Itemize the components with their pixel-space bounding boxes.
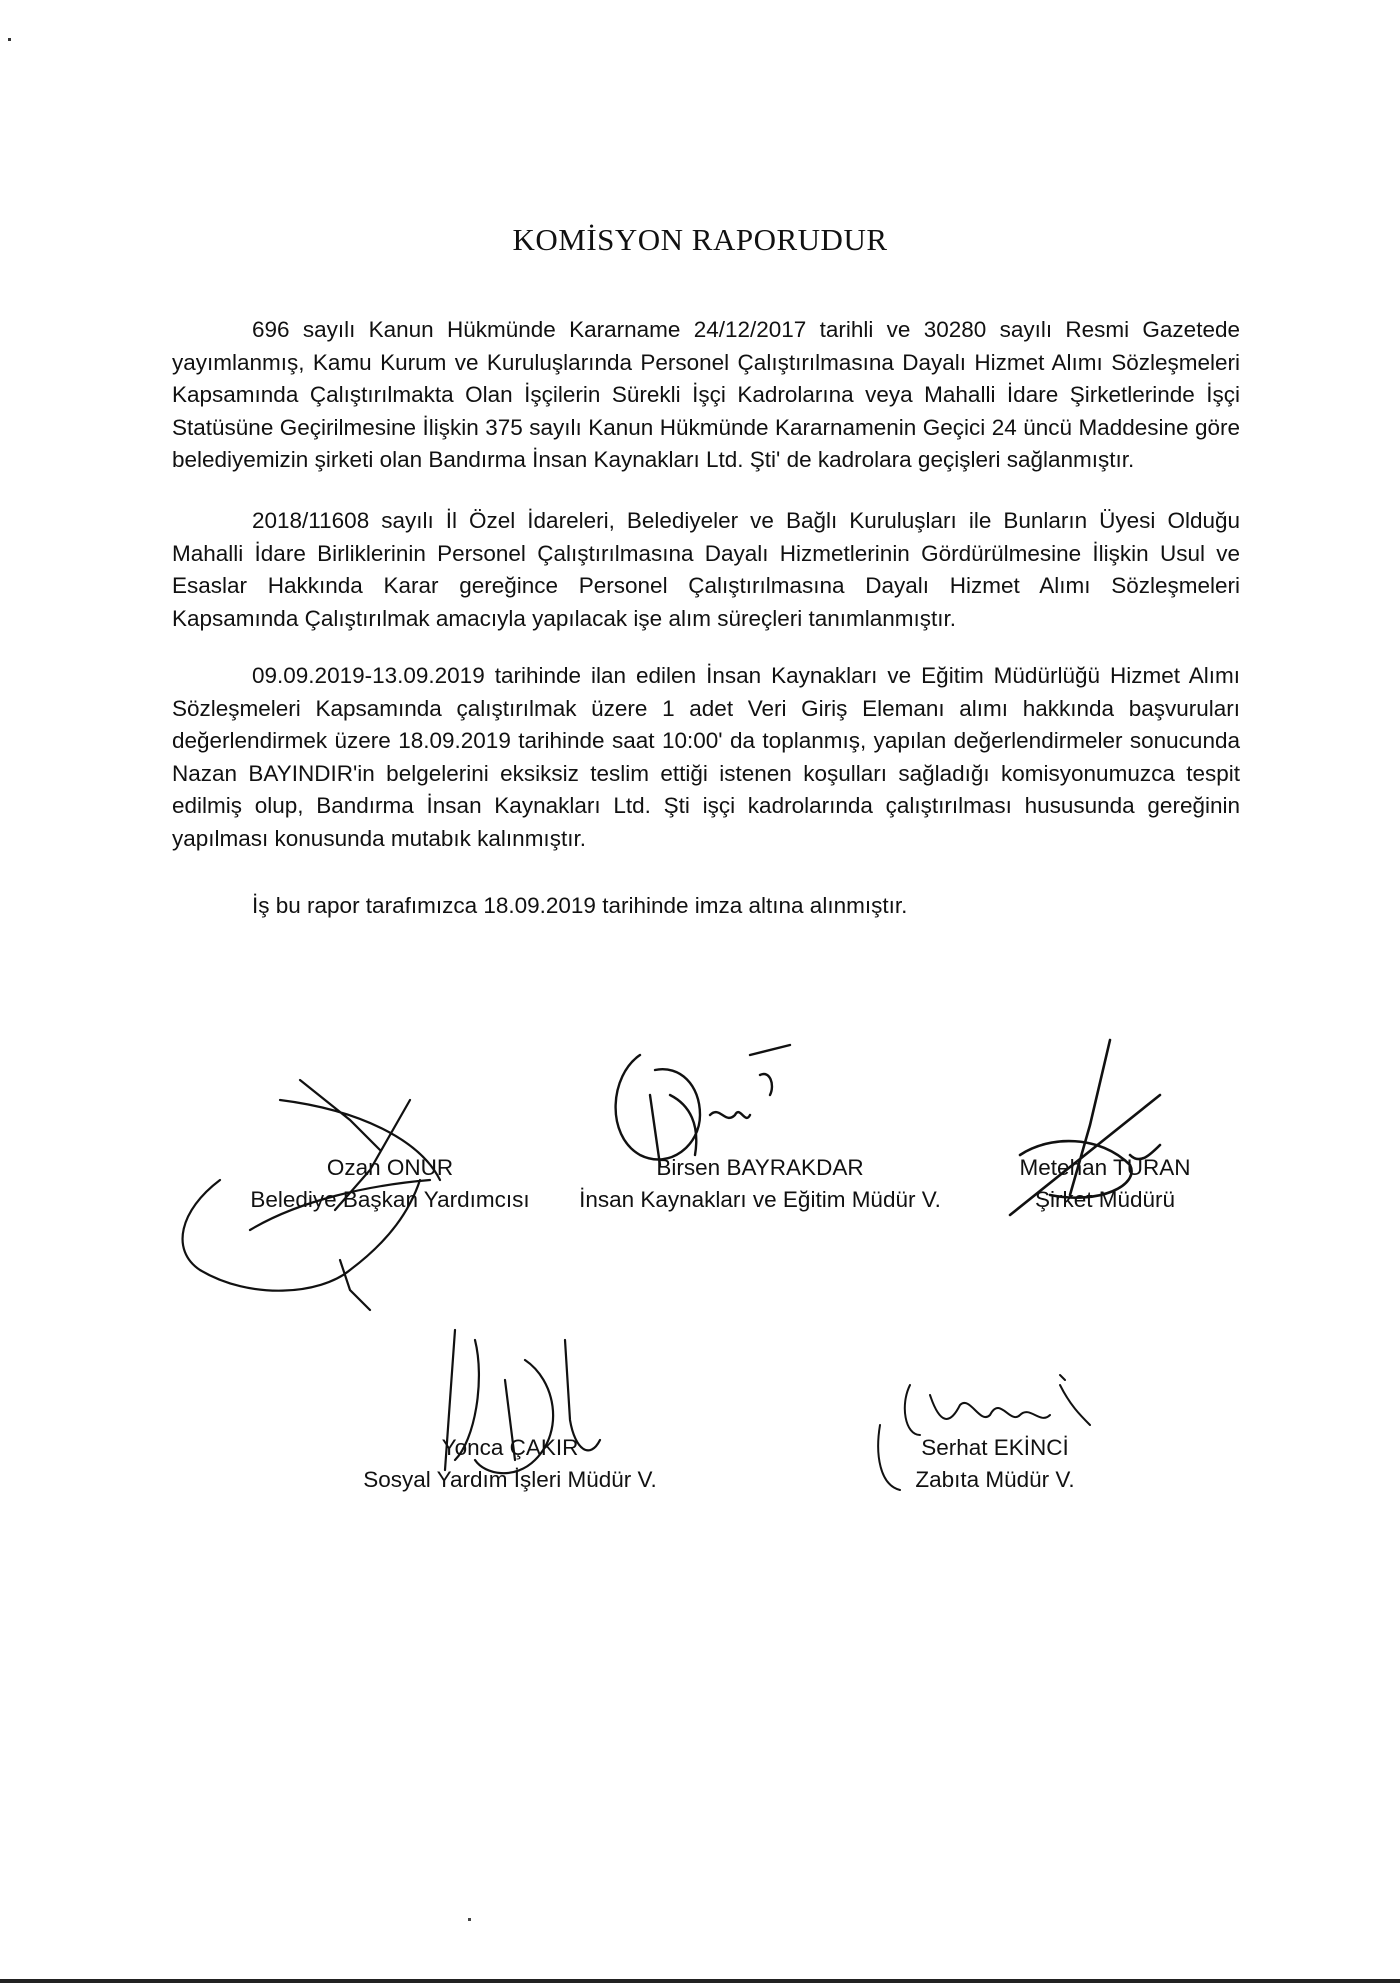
signatory-3 [990,1152,1220,1216]
page-title: KOMİSYON RAPORUDUR [512,222,888,257]
signatory-title: İnsan Kaynakları ve Eğitim Müdür V. [579,1187,941,1212]
signatory-1 [230,1152,550,1216]
signatory-title: Sosyal Yardım İşleri Müdür V. [363,1467,657,1492]
paragraph-3 [172,660,1240,855]
signatory-name: Yonca ÇAKIR [441,1435,579,1460]
signatory-name: Ozan ONUR [326,1155,454,1180]
signatory-5 [880,1432,1110,1496]
signatory-title: Zabıta Müdür V. [915,1467,1075,1492]
paragraph-text: İş bu rapor tarafımızca 18.09.2019 tarihinde imza altına alınmıştır. [252,893,908,918]
signatory-2 [560,1152,960,1216]
signatory-name: Birsen BAYRAKDAR [656,1155,864,1180]
scan-speck [8,38,11,41]
scan-edge-line [0,1979,1400,1983]
scan-speck [468,1918,471,1921]
signatory-4 [330,1432,690,1496]
paragraph-text: 696 sayılı Kanun Hükmünde Kararname 24/12/2017 tarihli ve 30280 sayılı Resmi Gazetede yayımlanmış, Kamu Kurum ve Kuruluşlarında Personel Çalıştırılmasına Dayalı Hizmet Alımı Sözleşmeleri Kapsamında Çalıştırılmakta Olan İşçilerin Sürekli İşçi Kadrolarına veya Mahalli İdare Şirketlerinde İşçi Statüsüne Geçirilmesine İlişkin 375 sayılı Kanun Hükmünde Kararnamenin Geçici 24 üncü Maddesine göre belediyemizin şirketi olan Bandırma İnsan Kaynakları Ltd. Şti' de kadrolara geçişleri sağlanmıştır. [172,317,1240,472]
paragraph-4 [172,890,1240,923]
signatory-name: Serhat EKİNCİ [921,1435,1069,1460]
signatory-title: Şirket Müdürü [1034,1187,1176,1212]
paragraph-text: 2018/11608 sayılı İl Özel İdareleri, Belediyeler ve Bağlı Kuruluşları ile Bunların Üyesi Olduğu Mahalli İdare Birliklerinin Personel Çalıştırılmasına Dayalı Hizmetlerinin Gördürülmesine İlişkin Usul ve Esaslar Hakkında Karar gereğince Personel Çalıştırılmasına Dayalı Hizmet Alımı Sözleşmeleri Kapsamında Çalıştırılmak amacıyla yapılacak işe alım süreçleri tanımlanmıştır. [172,508,1240,631]
signatory-name: Metehan TURAN [1019,1155,1191,1180]
paragraph-text: 09.09.2019-13.09.2019 tarihinde ilan edilen İnsan Kaynakları ve Eğitim Müdürlüğü Hizmet Alımı Sözleşmeleri Kapsamında çalıştırılmak üzere 1 adet Veri Giriş Elemanı alımı hakkında başvuruları değerlendirmek üzere 18.09.2019 tarihinde saat 10:00' da toplanmış, yapılan değerlendirmeler sonucunda Nazan BAYINDIR'in belgelerini eksiksiz teslim ettiği istenen koşulları sağladığı komisyonumuzca tespit edilmiş olup, Bandırma İnsan Kaynakları Ltd. Şti işçi kadrolarında çalıştırılması hususunda gereğinin yapılması konusunda mutabık kalınmıştır. [172,663,1240,851]
paragraph-2 [172,505,1240,635]
paragraph-1 [172,314,1240,477]
signatory-title: Belediye Başkan Yardımcısı [250,1187,530,1212]
